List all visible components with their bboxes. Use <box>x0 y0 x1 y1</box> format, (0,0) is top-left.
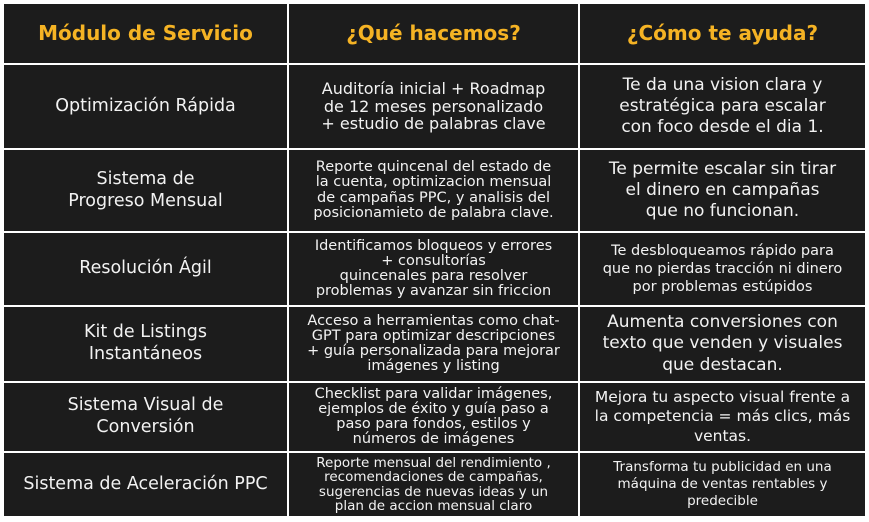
table-row <box>4 148 865 231</box>
header-module: Módulo de Servicio <box>4 4 289 63</box>
module-name: Kit de Listings Instantáneos <box>4 307 289 381</box>
module-name: Sistema de Aceleración PPC <box>4 453 289 516</box>
module-what: Auditoría inicial + Roadmap de 12 meses personalizado + estudio de palabras clave <box>289 65 580 148</box>
module-name: Sistema de Progreso Mensual <box>4 150 289 231</box>
table-row <box>4 231 865 305</box>
module-name: Sistema Visual de Conversión <box>4 383 289 451</box>
table-row <box>4 381 865 451</box>
services-table <box>2 2 867 518</box>
table-row <box>4 63 865 148</box>
header-how: ¿Cómo te ayuda? <box>626 21 819 46</box>
module-name: Optimización Rápida <box>4 65 289 148</box>
module-what: Acceso a herramientas como chat- GPT para optimizar descripciones + guía personalizada para mejorar imágenes y listing <box>289 307 580 381</box>
module-what: Identificamos bloqueos y errores + consultorías quincenales para resolver problemas y avanzar sin friccion <box>289 233 580 305</box>
table-row <box>4 305 865 381</box>
module-how: Te permite escalar sin tirar el dinero en campañas que no funcionan. <box>608 158 837 222</box>
table-row <box>4 451 865 516</box>
module-name: Resolución Ágil <box>4 233 289 305</box>
module-what: Checklist para validar imágenes, ejemplos de éxito y guía paso a paso para fondos, estilos y números de imágenes <box>289 383 580 451</box>
module-how: Aumenta conversiones con texto que venden y visuales que destacan. <box>602 312 843 375</box>
module-what: Reporte quincenal del estado de la cuenta, optimizacion mensual de campañas PPC, y analisis del posicionamieto de palabra clave. <box>289 150 580 231</box>
module-what: Reporte mensual del rendimiento , recomendaciones de campañas, sugerencias de nuevas ideas y un plan de accion mensual claro <box>289 453 580 516</box>
module-how: Te da una vision clara y estratégica para escalar con foco desde el dia 1. <box>619 74 826 138</box>
module-how: Transforma tu publicidad en una máquina de ventas rentables y predecible <box>613 459 832 509</box>
header-what: ¿Qué hacemos? <box>289 4 580 63</box>
module-how: Mejora tu aspecto visual frente a la competencia = más clics, más ventas. <box>594 387 851 445</box>
module-how: Te desbloqueamos rápido para que no pierdas tracción ni dinero por problemas estúpidos <box>602 242 843 296</box>
table-header-row <box>4 4 865 63</box>
